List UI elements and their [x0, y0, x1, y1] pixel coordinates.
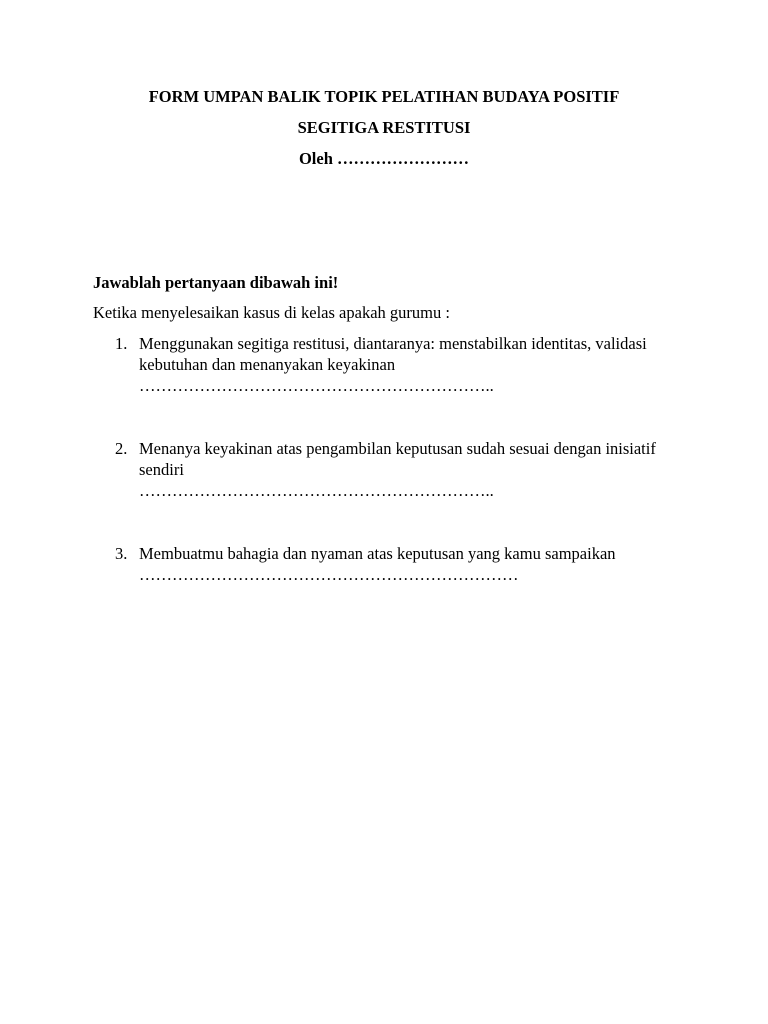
- answer-line[interactable]: ……………………………………………………………: [139, 565, 519, 584]
- question-text: Menanya keyakinan atas pengambilan keputusan sudah sesuai dengan inisiatif sendiri: [139, 439, 656, 479]
- instruction-text: Jawablah pertanyaan dibawah ini!: [93, 273, 339, 292]
- question-item-3: [93, 543, 693, 585]
- form-title: FORM UMPAN BALIK TOPIK PELATIHAN BUDAYA POSITIF: [148, 87, 620, 106]
- question-item-1: [93, 333, 693, 396]
- question-number: 2.: [115, 439, 128, 458]
- question-text: Membuatmu bahagia dan nyaman atas keputusan yang kamu sampaikan: [139, 544, 616, 563]
- title-block: [0, 87, 768, 169]
- intro-text: Ketika menyelesaikan kasus di kelas apakah gurumu :: [93, 303, 450, 322]
- question-item-2: [93, 438, 693, 501]
- author-line: Oleh ……………………: [298, 149, 470, 168]
- answer-line[interactable]: ………………………………………………………..: [139, 376, 494, 395]
- question-list: [93, 333, 693, 585]
- question-number: 3.: [115, 544, 128, 563]
- form-subtitle: SEGITIGA RESTITUSI: [297, 118, 471, 137]
- question-number: 1.: [115, 334, 128, 353]
- question-text: Menggunakan segitiga restitusi, diantaranya: menstabilkan identitas, validasi kebutuhan dan menanyakan keyakinan: [139, 334, 647, 374]
- question-section: [93, 273, 693, 585]
- answer-line[interactable]: ………………………………………………………..: [139, 481, 494, 500]
